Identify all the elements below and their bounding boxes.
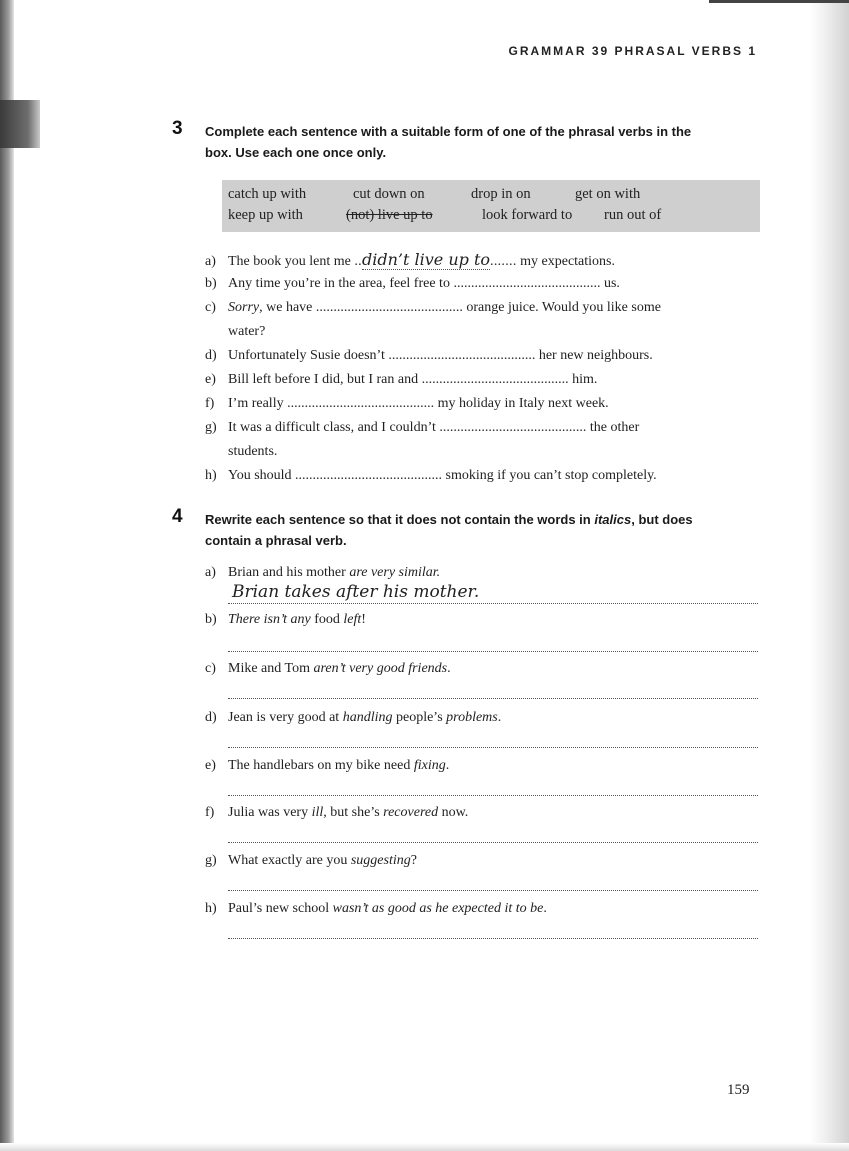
running-header: GRAMMAR 39 PHRASAL VERBS 1 (508, 44, 757, 58)
answer-line (228, 650, 758, 652)
exercise-3-item-g: g) It was a difficult class, and I couldn’t .......................................... the other (205, 420, 640, 435)
exercise-3-item-b: b) Any time you’re in the area, feel free to .......................................... us. (205, 276, 620, 291)
box-word: catch up with (228, 186, 307, 202)
exercise-3-item-a: a) The book you lent me ..didn’t live up to....... my expectations. (205, 250, 615, 269)
box-word: run out of (604, 207, 662, 223)
instruction-line: Rewrite each sentence so that it does not contain the words in italics, but does (205, 512, 693, 527)
exercise-4-item-h: h) Paul’s new school wasn’t as good as he expected it to be. (205, 901, 547, 916)
exercise-4-item-c: c) Mike and Tom aren’t very good friends. (205, 661, 451, 676)
handwritten-answer: didn’t live up to (361, 250, 491, 269)
exercise-3-item-h: h) You should .......................................... smoking if you can’t stop completely. (205, 468, 657, 483)
scan-left-edge (0, 0, 14, 1151)
handwritten-answer: Brian takes after his mother. (232, 582, 480, 602)
exercise-4-item-a: a) Brian and his mother are very similar. (205, 565, 441, 580)
instruction-line: contain a phrasal verb. (205, 533, 347, 548)
exercise-4-number: 4 (172, 506, 183, 527)
answer-line (228, 697, 758, 699)
box-word: drop in on (471, 186, 531, 202)
exercise-4-item-e: e) The handlebars on my bike need fixing. (205, 758, 450, 773)
exercise-4-instruction (205, 509, 693, 551)
instruction-line: box. Use each one once only. (205, 145, 387, 160)
exercise-3-item-f: f) I’m really .......................................... my holiday in Italy next week. (205, 396, 609, 411)
box-word: get on with (575, 186, 641, 202)
exercise-3-instruction (205, 121, 691, 163)
exercise-4-item-d: d) Jean is very good at handling people’s problems. (205, 710, 502, 725)
exercise-4-item-g: g) What exactly are you suggesting? (205, 853, 417, 868)
instruction-line: Complete each sentence with a suitable form of one of the phrasal verbs in the (205, 124, 692, 139)
answer-line (228, 602, 758, 604)
box-word: look forward to (482, 207, 573, 223)
exercise-3-number: 3 (172, 118, 183, 139)
box-word-crossed: (not) live up to (346, 207, 433, 223)
exercise-3-item-c: c) Sorry, we have .......................................... orange juice. Would you like some (205, 300, 661, 315)
scan-left-mark (0, 100, 40, 148)
phrasal-verb-box (222, 180, 760, 232)
answer-line (228, 889, 758, 891)
exercise-3-item-d: d) Unfortunately Susie doesn’t .......................................... her new neighbours. (205, 348, 653, 363)
scan-bottom-edge (0, 1143, 849, 1151)
exercise-4-item-b: b) There isn’t any food left! (205, 612, 366, 627)
exercise-3-item-c-cont: water? (228, 324, 266, 339)
answer-line (228, 746, 758, 748)
answer-line (228, 937, 758, 939)
box-word: keep up with (228, 207, 303, 223)
scan-right-edge (809, 0, 849, 1151)
exercise-4-item-f: f) Julia was very ill, but she’s recovered now. (205, 805, 469, 820)
box-word: cut down on (353, 186, 425, 202)
page-number: 159 (727, 1082, 750, 1098)
exercise-3-item-e: e) Bill left before I did, but I ran and .......................................... him. (205, 372, 598, 387)
exercise-3-item-g-cont: students. (228, 444, 278, 459)
answer-line (228, 794, 758, 796)
scan-top-line (709, 0, 849, 3)
answer-line (228, 841, 758, 843)
